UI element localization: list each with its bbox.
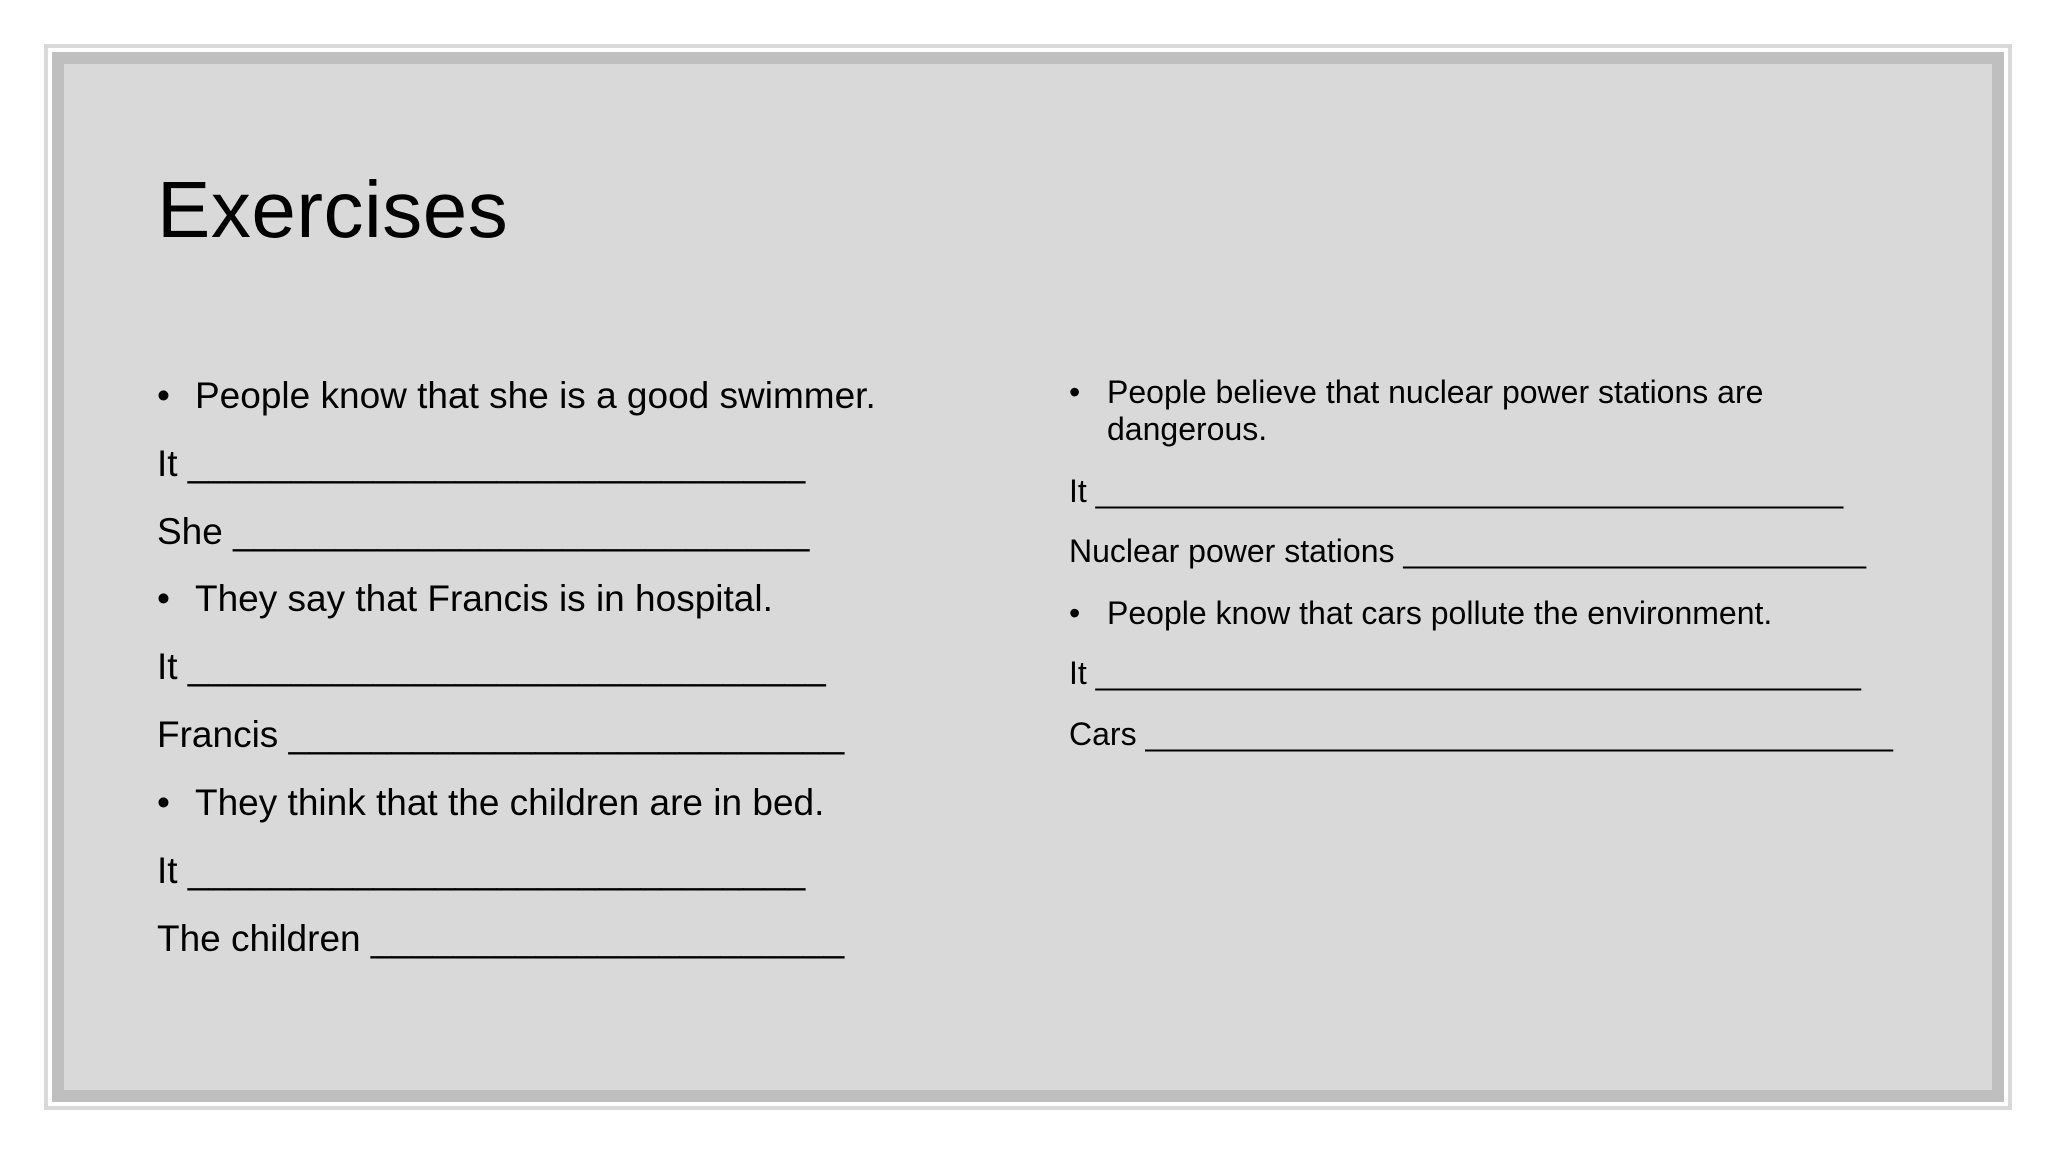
exercise-sentence: They say that Francis is in hospital. bbox=[195, 578, 773, 619]
exercise-bullet bbox=[157, 375, 876, 418]
bullet-icon: • bbox=[1069, 374, 1081, 410]
bullet-icon: • bbox=[1069, 595, 1081, 631]
answer-blank: It _______________________________ bbox=[157, 646, 826, 687]
bullet-icon: • bbox=[157, 782, 170, 823]
answer-blank: It ______________________________ bbox=[157, 850, 806, 891]
exercise-bullet bbox=[1069, 374, 1847, 448]
bullet-icon: • bbox=[157, 578, 170, 619]
answer-blank: It ______________________________ bbox=[157, 443, 806, 484]
slide-title: Exercises bbox=[157, 165, 509, 254]
exercise-sentence: People believe that nuclear power stations are dangerous. bbox=[1107, 374, 1764, 447]
exercise-sentence: They think that the children are in bed. bbox=[195, 782, 825, 823]
answer-blank: Francis ___________________________ bbox=[157, 714, 845, 755]
bullet-icon: • bbox=[157, 375, 170, 416]
exercise-bullet bbox=[1069, 595, 1772, 632]
answer-blank: The children _______________________ bbox=[157, 918, 845, 959]
answer-blank: She ____________________________ bbox=[157, 511, 810, 552]
answer-blank: It __________________________________________ bbox=[1069, 473, 1844, 509]
exercise-sentence: People know that cars pollute the environment. bbox=[1107, 595, 1773, 631]
exercise-bullet bbox=[157, 578, 773, 621]
answer-blank: Nuclear power stations __________________________ bbox=[1069, 533, 1867, 569]
answer-blank: It ___________________________________________ bbox=[1069, 655, 1861, 691]
exercise-bullet bbox=[157, 782, 824, 825]
answer-blank: Cars __________________________________________ bbox=[1069, 716, 1893, 752]
exercise-sentence: People know that she is a good swimmer. bbox=[195, 375, 876, 416]
